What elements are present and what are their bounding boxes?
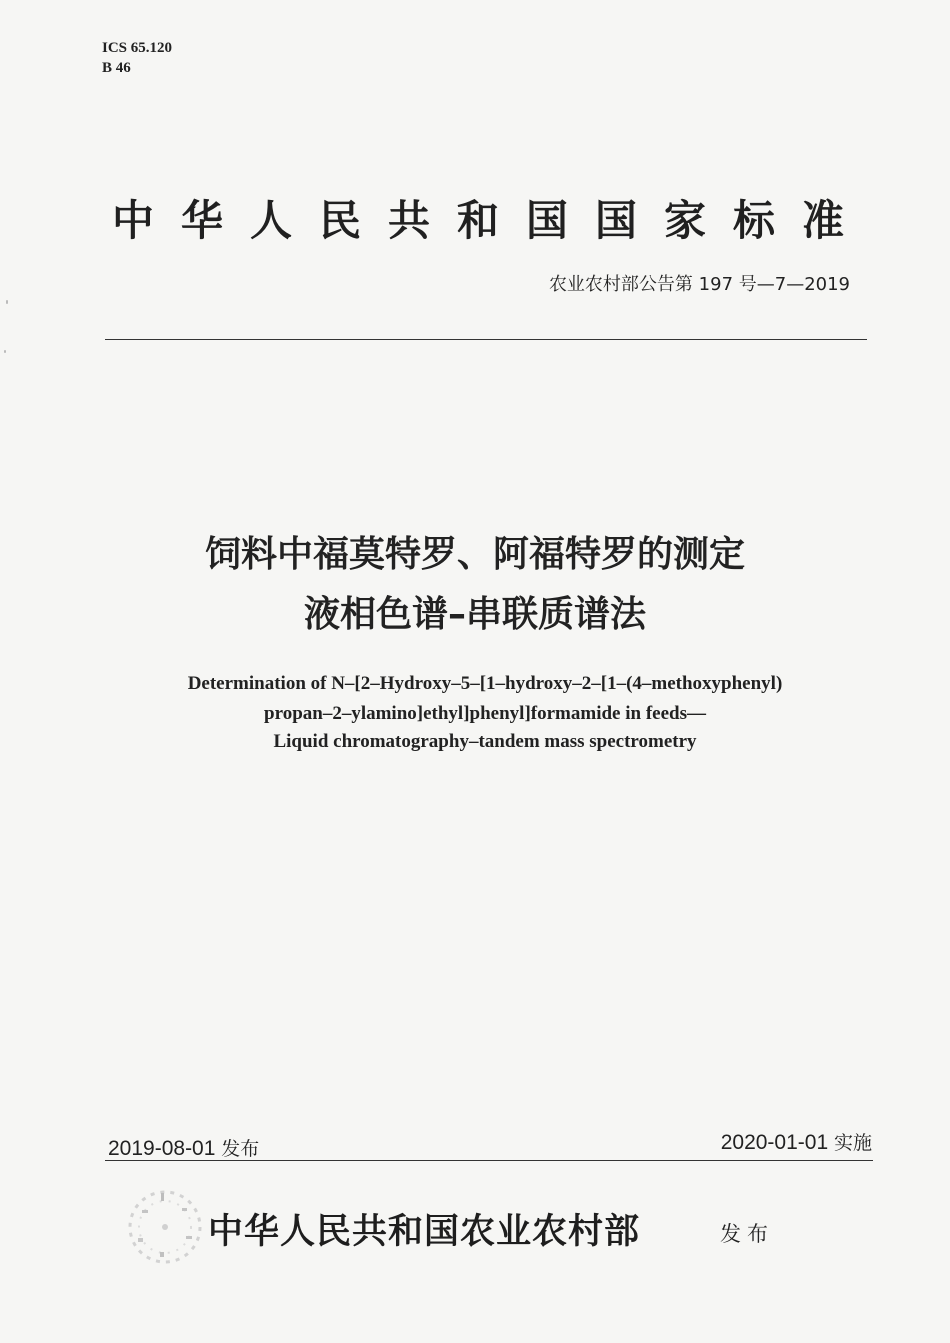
bottom-divider [105, 1160, 873, 1161]
classification-codes [102, 38, 172, 78]
chinese-title-line-1: 饲料中福莫特罗、阿福特罗的测定 [204, 534, 745, 575]
top-divider [105, 339, 867, 340]
english-title-line-3: Liquid chromatography–tandem mass spectrometry [273, 731, 697, 752]
scan-speck [4, 350, 6, 353]
publish-label: 发布 [221, 1138, 260, 1160]
english-title-line-2: propan–2–ylamino]ethyl]phenyl]formamide in feeds— [264, 703, 706, 724]
national-standard-title: 中华人民共和国国家标准 [112, 196, 872, 245]
standard-number: 农业农村部公告第 197 号—7—2019 [548, 274, 850, 295]
chinese-title-line-2: 液相色谱–串联质谱法 [303, 594, 646, 635]
ccs-code: B 46 [102, 60, 131, 76]
implement-label: 实施 [833, 1132, 872, 1154]
issuing-ministry: 中华人民共和国农业农村部 [208, 1211, 641, 1252]
scan-speck [6, 300, 8, 304]
publish-date: 2019-08-01 [108, 1137, 216, 1160]
ics-code: ICS 65.120 [102, 40, 173, 56]
ministry-seal-icon [126, 1188, 204, 1266]
english-title-line-1: Determination of N–[2–Hydroxy–5–[1–hydroxy–2–[1–(4–methoxyphenyl) [187, 673, 783, 694]
implement-date: 2020-01-01 [720, 1131, 829, 1154]
implement-date-block [721, 1128, 872, 1155]
issue-label: 发布 [720, 1222, 774, 1246]
publish-date-block [108, 1134, 259, 1161]
